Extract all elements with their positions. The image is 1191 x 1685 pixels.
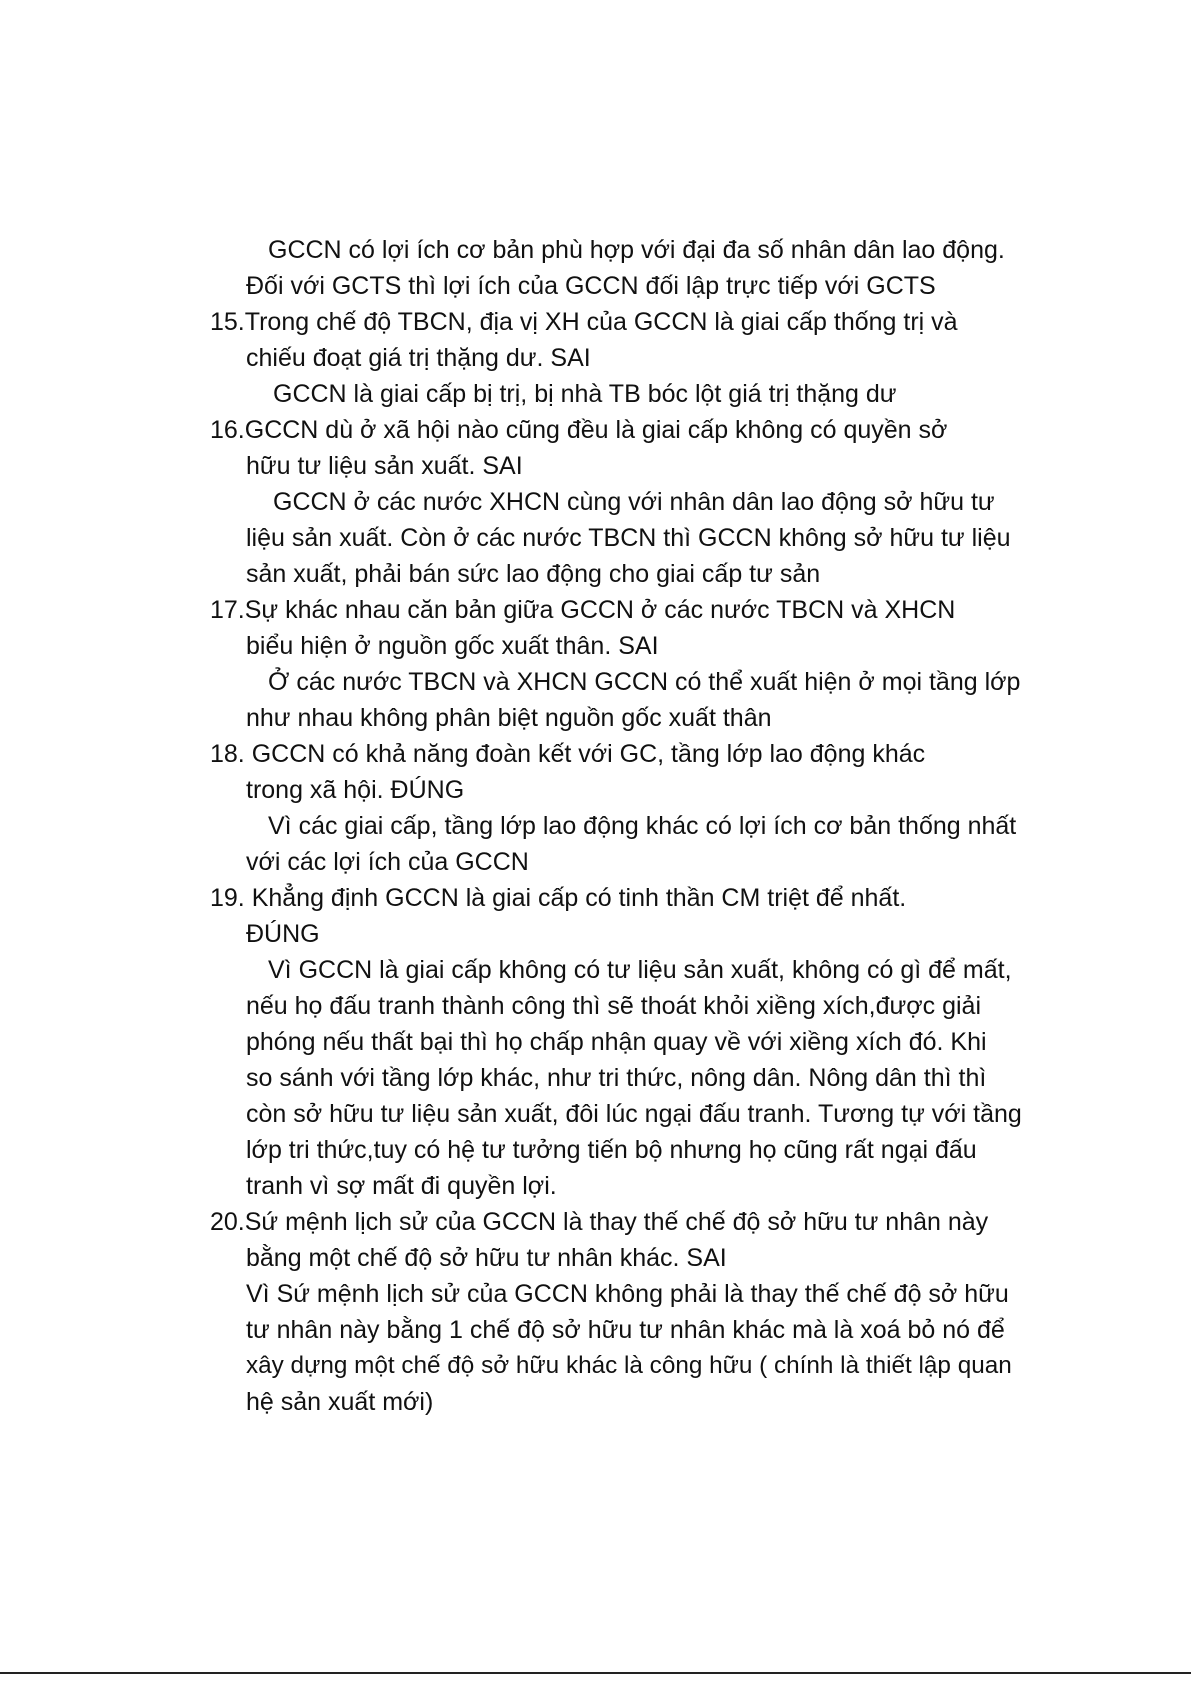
- text-line: bằng một chế độ sở hữu tư nhân khác. SAI: [246, 1244, 727, 1272]
- question-15-heading: 15.Trong chế độ TBCN, địa vị XH của GCCN là giai cấp thống trị và: [210, 308, 958, 336]
- text-line: hệ sản xuất mới): [246, 1388, 434, 1416]
- question-19-heading: 19. Khẳng định GCCN là giai cấp có tinh thần CM triệt để nhất.: [210, 884, 907, 912]
- text-line: chiếu đoạt giá trị thặng dư. SAI: [246, 344, 591, 372]
- text-line: ĐÚNG: [246, 920, 320, 948]
- answer-line: Vì các giai cấp, tầng lớp lao động khác có lợi ích cơ bản thống nhất: [268, 812, 1017, 840]
- text-line: còn sở hữu tư liệu sản xuất, đôi lúc ngại đấu tranh. Tương tự với tầng: [246, 1100, 1022, 1128]
- answer-line: Ở các nước TBCN và XHCN GCCN có thể xuất hiện ở mọi tầng lớp: [268, 668, 1021, 696]
- text-line: phóng nếu thất bại thì họ chấp nhận quay về với xiềng xích đó. Khi: [246, 1028, 987, 1056]
- text-line: Đối với GCTS thì lợi ích của GCCN đối lập trực tiếp với GCTS: [246, 272, 936, 300]
- text-line: GCCN có lợi ích cơ bản phù hợp với đại đa số nhân dân lao động.: [268, 236, 1005, 264]
- page-footer-rule: [0, 1672, 1191, 1674]
- text-line: biểu hiện ở nguồn gốc xuất thân. SAI: [246, 632, 659, 660]
- text-line: lớp tri thức,tuy có hệ tư tưởng tiến bộ nhưng họ cũng rất ngại đấu: [246, 1136, 977, 1164]
- text-line: với các lợi ích của GCCN: [246, 848, 529, 876]
- question-17-heading: 17.Sự khác nhau căn bản giữa GCCN ở các nước TBCN và XHCN: [210, 596, 956, 624]
- answer-line: GCCN ở các nước XHCN cùng với nhân dân lao động sở hữu tư: [273, 488, 995, 516]
- text-line: so sánh với tầng lớp khác, như tri thức, nông dân. Nông dân thì thì: [246, 1064, 987, 1092]
- text-line: xây dựng một chế độ sở hữu khác là công hữu ( chính là thiết lập quan: [246, 1352, 1012, 1379]
- question-20-heading: 20.Sứ mệnh lịch sử của GCCN là thay thế chế độ sở hữu tư nhân này: [210, 1208, 989, 1236]
- text-line: tranh vì sợ mất đi quyền lợi.: [246, 1172, 557, 1200]
- text-line: liệu sản xuất. Còn ở các nước TBCN thì GCCN không sở hữu tư liệu: [246, 524, 1011, 552]
- question-16-heading: 16.GCCN dù ở xã hội nào cũng đều là giai cấp không có quyền sở: [210, 416, 948, 444]
- text-line: trong xã hội. ĐÚNG: [246, 776, 465, 804]
- text-line: như nhau không phân biệt nguồn gốc xuất thân: [246, 704, 772, 732]
- text-line: tư nhân này bằng 1 chế độ sở hữu tư nhân khác mà là xoá bỏ nó để: [246, 1316, 1005, 1344]
- answer-line: Vì GCCN là giai cấp không có tư liệu sản xuất, không có gì để mất,: [268, 956, 1012, 984]
- question-18-heading: 18. GCCN có khả năng đoàn kết với GC, tầng lớp lao động khác: [210, 740, 926, 768]
- text-line: hữu tư liệu sản xuất. SAI: [246, 452, 523, 480]
- text-line: sản xuất, phải bán sức lao động cho giai cấp tư sản: [246, 560, 821, 588]
- answer-line: GCCN là giai cấp bị trị, bị nhà TB bóc lột giá trị thặng dư: [273, 380, 897, 408]
- answer-line: Vì Sứ mệnh lịch sử của GCCN không phải là thay thế chế độ sở hữu: [246, 1280, 1009, 1308]
- text-line: nếu họ đấu tranh thành công thì sẽ thoát khỏi xiềng xích,được giải: [246, 992, 982, 1020]
